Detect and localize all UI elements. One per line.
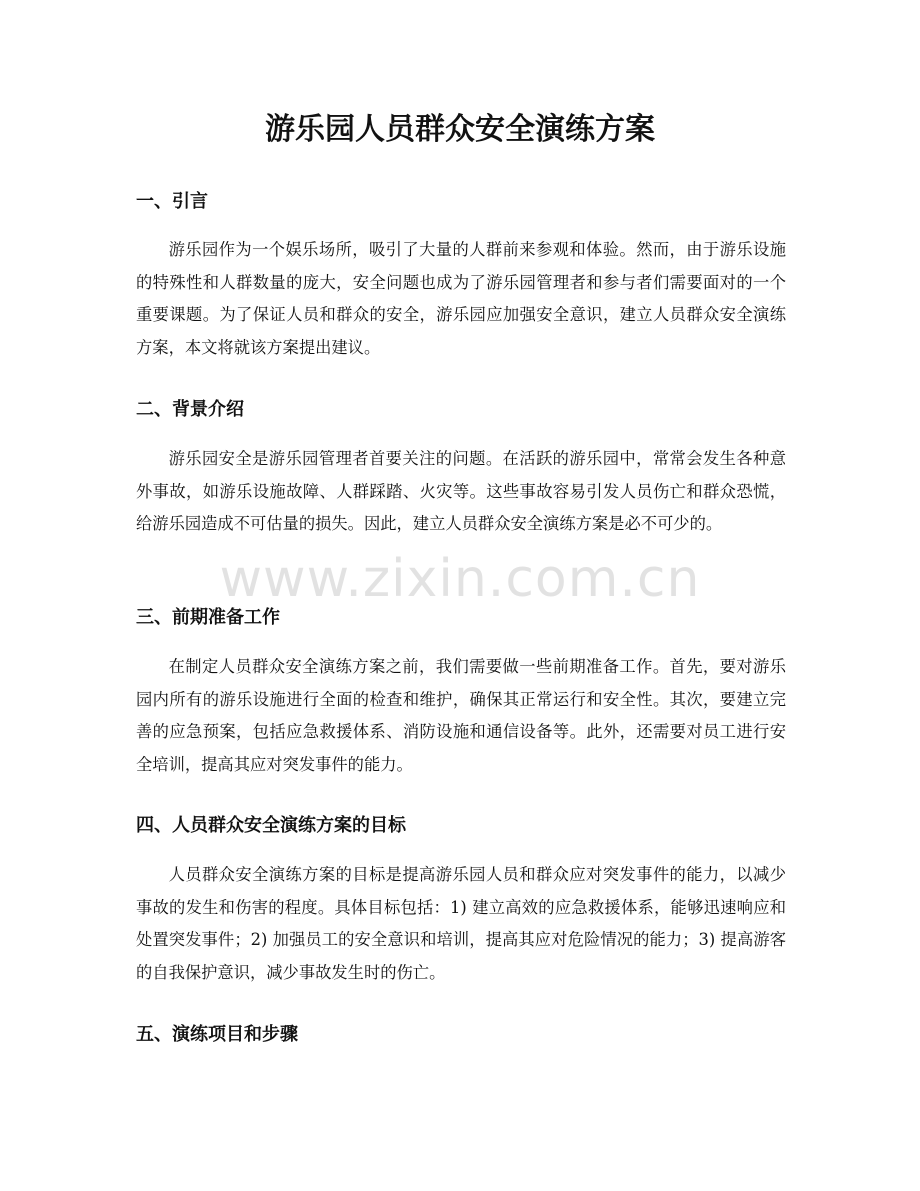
section-paragraph-goals: 人员群众安全演练方案的目标是提高游乐园人员和群众应对突发事件的能力，以减少事故的发生和伤害的程度。具体目标包括：1) 建立高效的应急救援体系，能够迅速响应和处置突发事件；2) 加强员工的安全意识和培训，提高其应对危险情况的能力；3) 提高游客的自我保护意识，减少事故发生时的伤亡。 (136, 865, 786, 982)
section-heading-drill-items: 五、演练项目和步骤 (136, 1024, 298, 1045)
section-heading-preparation: 三、前期准备工作 (136, 607, 280, 628)
document-title: 游乐园人员群众安全演练方案 (265, 112, 655, 147)
section-heading-introduction: 一、引言 (136, 191, 208, 212)
section-paragraph-introduction: 游乐园作为一个娱乐场所，吸引了大量的人群前来参观和体验。然而，由于游乐设施的特殊性和人群数量的庞大，安全问题也成为了游乐园管理者和参与者们需要面对的一个重要课题。为了保证人员和群众的安全，游乐园应加强安全意识，建立人员群众安全演练方案，本文将就该方案提出建议。 (136, 240, 786, 357)
section-paragraph-preparation: 在制定人员群众安全演练方案之前，我们需要做一些前期准备工作。首先，要对游乐园内所有的游乐设施进行全面的检查和维护，确保其正常运行和安全性。其次，要建立完善的应急预案，包括应急救援体系、消防设施和通信设备等。此外，还需要对员工进行安全培训，提高其应对突发事件的能力。 (136, 657, 786, 774)
section-paragraph-background: 游乐园安全是游乐园管理者首要关注的问题。在活跃的游乐园中，常常会发生各种意外事故，如游乐设施故障、人群踩踏、火灾等。这些事故容易引发人员伤亡和群众恐慌，给游乐园造成不可估量的损失。因此，建立人员群众安全演练方案是必不可少的。 (136, 449, 786, 534)
watermark: www.zixin.com.cn (219, 549, 701, 609)
section-heading-background: 二、背景介绍 (136, 399, 244, 420)
section-heading-goals: 四、人员群众安全演练方案的目标 (136, 815, 406, 836)
